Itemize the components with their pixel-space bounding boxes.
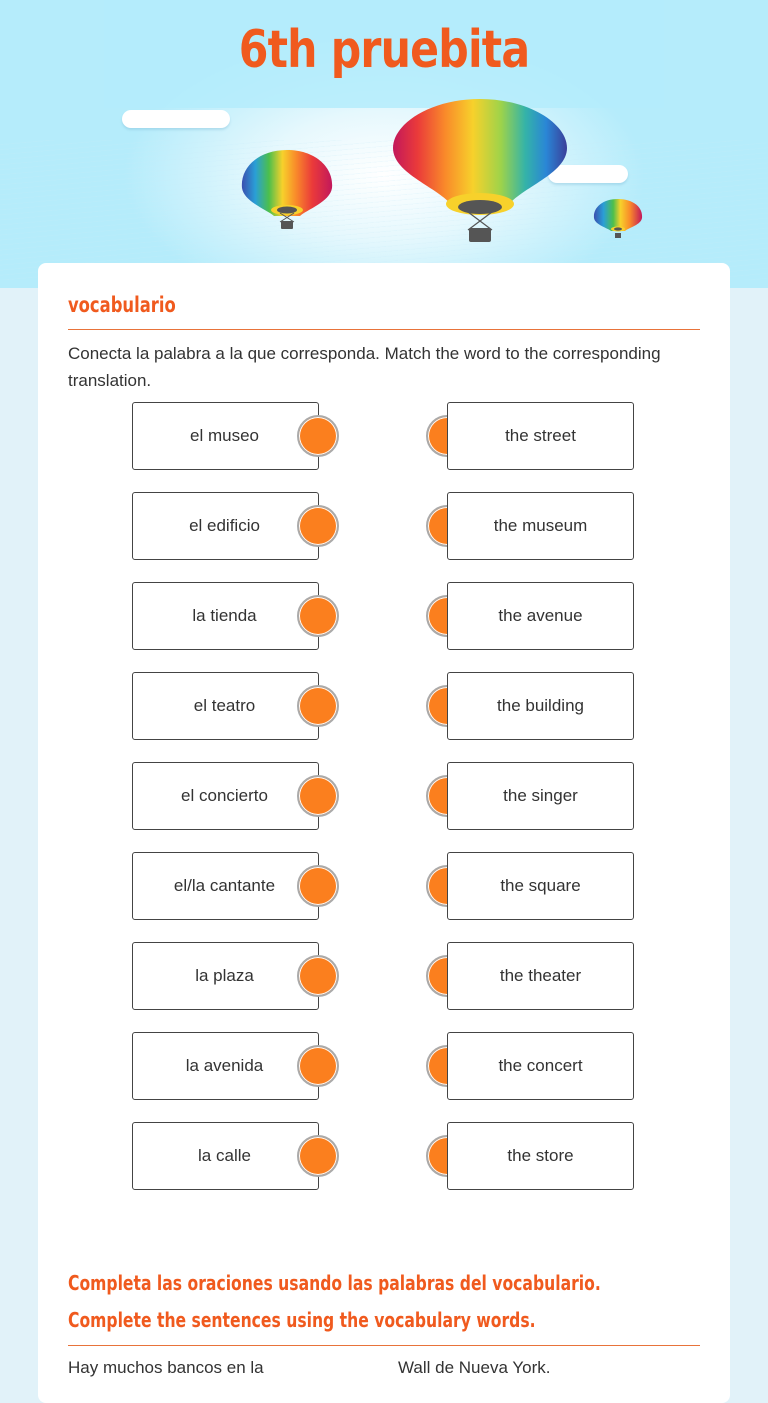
match-item-label: el/la cantante: [173, 876, 276, 895]
match-item-left[interactable]: [132, 672, 319, 740]
match-item-label: la plaza: [195, 966, 254, 985]
sentence-text: Hay muchos bancos en la: [68, 1358, 264, 1377]
match-item-label: la tienda: [192, 606, 257, 625]
match-item-label: the street: [505, 426, 576, 445]
connector-dot-left[interactable]: [297, 685, 339, 727]
match-item-label: the singer: [503, 786, 578, 805]
match-item-label: el museo: [190, 426, 259, 445]
match-item-left[interactable]: [132, 852, 319, 920]
section-title-vocabulario: vocabulario: [68, 293, 176, 317]
connector-dot-left[interactable]: [297, 1135, 339, 1177]
header-banner: [0, 0, 768, 288]
match-item-right[interactable]: [447, 762, 634, 830]
page-title: 6th pruebita: [238, 20, 530, 80]
match-item-label: el concierto: [181, 786, 268, 805]
match-item-label: la calle: [198, 1146, 251, 1165]
connector-dot-left[interactable]: [297, 775, 339, 817]
balloon-icon: [390, 96, 570, 246]
match-item-left[interactable]: [132, 942, 319, 1010]
section-title-complete: Complete the sentences using the vocabulary words.: [68, 1308, 536, 1332]
match-item-right[interactable]: [447, 582, 634, 650]
match-item-right[interactable]: [447, 492, 634, 560]
matching-instructions: Conecta la palabra a la que corresponda. Match the word to the corresponding translation.: [68, 344, 661, 390]
match-item-left[interactable]: [132, 582, 319, 650]
section-divider: [68, 329, 700, 330]
match-item-label: the theater: [499, 966, 582, 985]
match-item-label: el teatro: [193, 696, 256, 715]
match-item-right[interactable]: [447, 852, 634, 920]
match-item-left[interactable]: [132, 492, 319, 560]
connector-dot-left[interactable]: [297, 415, 339, 457]
match-item-right[interactable]: [447, 402, 634, 470]
section-title-completa: Completa las oraciones usando las palabras del vocabulario.: [68, 1271, 601, 1295]
connector-dot-left[interactable]: [297, 595, 339, 637]
connector-dot-left[interactable]: [297, 505, 339, 547]
match-item-left[interactable]: [132, 402, 319, 470]
connector-dot-left[interactable]: [297, 1045, 339, 1087]
match-item-right[interactable]: [447, 672, 634, 740]
connector-dot-left[interactable]: [297, 865, 339, 907]
match-item-right[interactable]: [447, 942, 634, 1010]
connector-dot-left[interactable]: [297, 955, 339, 997]
match-item-label: el edificio: [189, 516, 260, 535]
section-divider: [68, 1345, 700, 1346]
match-item-label: the avenue: [498, 606, 583, 625]
match-item-label: la avenida: [185, 1056, 264, 1075]
match-item-label: the building: [497, 696, 584, 715]
match-item-right[interactable]: [447, 1122, 634, 1190]
match-item-label: the store: [507, 1146, 574, 1165]
balloon-icon: [238, 148, 336, 230]
match-item-label: the square: [500, 876, 581, 895]
match-item-left[interactable]: [132, 762, 319, 830]
worksheet-card: [38, 263, 730, 1403]
match-item-label: the museum: [493, 516, 588, 535]
decorative-lines: [0, 140, 768, 280]
match-item-left[interactable]: [132, 1122, 319, 1190]
cloud-icon: [122, 110, 230, 128]
sentence-text: Wall de Nueva York.: [398, 1358, 551, 1377]
balloon-icon: [592, 198, 644, 240]
match-item-left[interactable]: [132, 1032, 319, 1100]
match-item-right[interactable]: [447, 1032, 634, 1100]
match-item-label: the concert: [498, 1056, 583, 1075]
